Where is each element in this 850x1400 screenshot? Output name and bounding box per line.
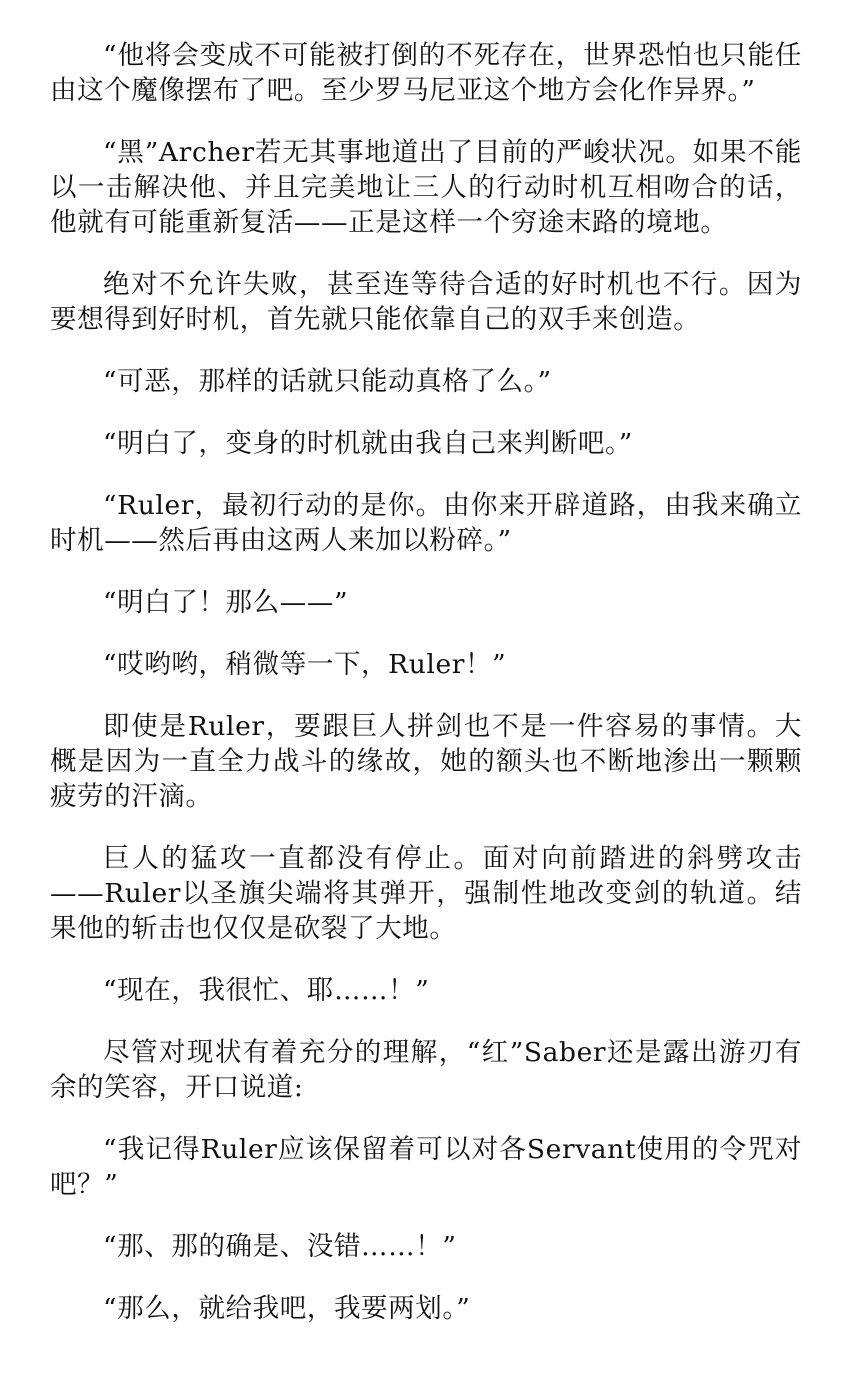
paragraph: 巨人的猛攻一直都没有停止。面对向前踏进的斜劈攻击——Ruler以圣旗尖端将其弹开，强制性地改变剑的轨道。结果他的斩击也仅仅是砍裂了大地。 [50, 843, 802, 944]
paragraph: “明白了！那么——” [103, 587, 349, 618]
paragraph: 尽管对现状有着充分的理解，“红”Saber还是露出游刃有余的笑容，开口说道: [50, 1037, 802, 1103]
paragraph: “那么，就给我吧，我要两划。” [103, 1293, 471, 1324]
paragraph: 即使是Ruler，要跟巨人拼剑也不是一件容易的事情。大概是因为一直全力战斗的缘故，她的额头也不断地渗出一颗颗疲劳的汗滴。 [50, 711, 802, 812]
paragraph: “他将会变成不可能被打倒的不死存在，世界恐怕也只能任由这个魔像摆布了吧。至少罗马尼亚这个地方会化作异界。” [50, 40, 802, 106]
paragraph: “现在，我很忙、耶……！” [103, 975, 430, 1006]
paragraph: “Ruler，最初行动的是你。由你来开辟道路，由我来确立时机——然后再由这两人来加以粉碎。” [50, 490, 802, 556]
paragraph: “可恶，那样的话就只能动真格了么。” [103, 366, 552, 397]
paragraph: “我记得Ruler应该保留着可以对各Servant使用的令咒对吧？” [50, 1134, 802, 1200]
paragraph: “哎哟哟，稍微等一下，Ruler！” [103, 649, 507, 680]
document-page [50, 38, 802, 1353]
paragraph: “明白了，变身的时机就由我自己来判断吧。” [103, 428, 633, 459]
paragraph: “黑”Archer若无其事地道出了目前的严峻状况。如果不能以一击解决他、并且完美地让三人的行动时机互相吻合的话，他就有可能重新复活——正是这样一个穷途末路的境地。 [50, 137, 802, 238]
paragraph: “那、那的确是、没错……！” [103, 1231, 457, 1262]
paragraph: 绝对不允许失败，甚至连等待合适的好时机也不行。因为要想得到好时机，首先就只能依靠自己的双手来创造。 [50, 269, 802, 335]
